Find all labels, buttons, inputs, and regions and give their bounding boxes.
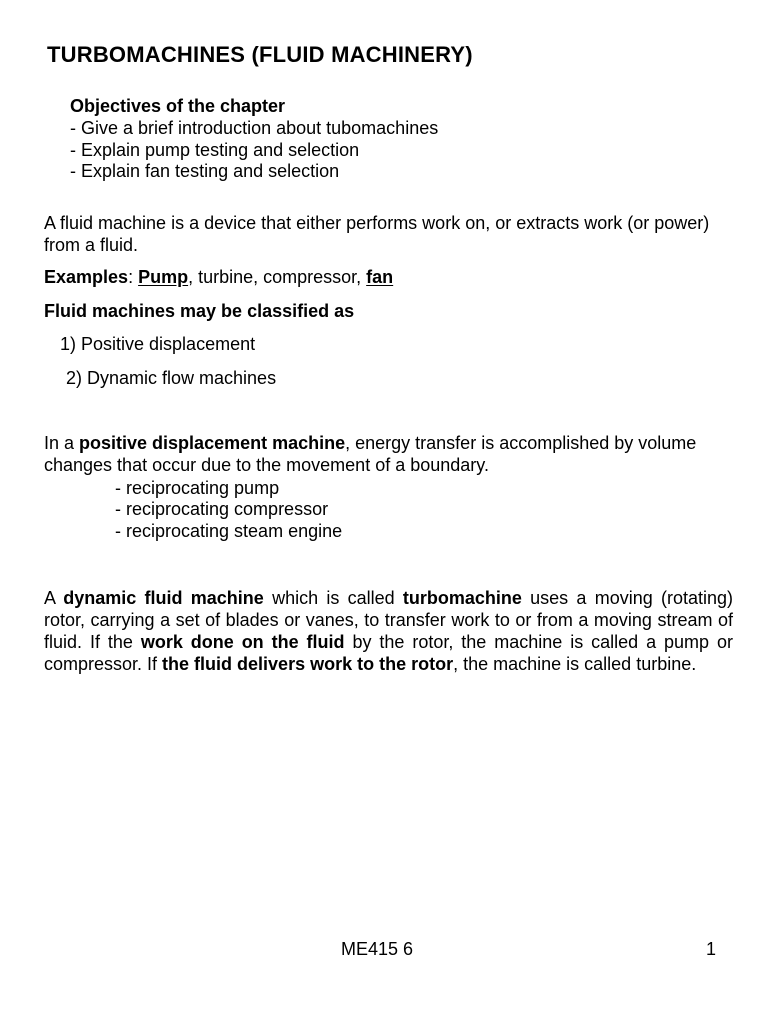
example-fan: fan [366, 267, 394, 287]
dyn-text-4: by the rotor, the machine is called a pump or compressor. If [44, 632, 733, 674]
pd-pre: In a [44, 433, 80, 453]
dyn-text-3: uses a moving (rotating) rotor, carrying a set of blades or vanes, to transfer work to or from a moving stream of fluid. If the [44, 588, 733, 652]
objectives-heading: Objectives of the chapter [70, 96, 286, 116]
classification-item: 2) Dynamic flow machines [66, 368, 277, 388]
dyn-text-5: , the machine is called turbine. [453, 654, 697, 674]
pd-example-item: - reciprocating pump [115, 478, 280, 498]
pd-post: , energy transfer is accomplished by volume changes that occur due to the movement of a boundary. [44, 433, 697, 475]
objective-item: - Give a brief introduction about tubomachines [70, 118, 439, 138]
pd-example-item: - reciprocating steam engine [115, 521, 343, 541]
dyn-term-turbomachine: turbomachine [402, 588, 522, 608]
examples-label: Examples [44, 267, 129, 287]
example-pump: Pump [138, 267, 189, 287]
dyn-term-work-done: work done on the fluid [140, 632, 345, 652]
examples-line [44, 266, 393, 288]
objective-item: - Explain pump testing and selection [70, 140, 360, 160]
footer-course-code: ME415 6 [341, 939, 414, 959]
pd-term: positive displacement machine [79, 433, 346, 453]
classification-item: 1) Positive displacement [60, 334, 256, 354]
classification-heading: Fluid machines may be classified as [44, 301, 355, 321]
pd-example-item: - reciprocating compressor [115, 499, 329, 519]
dynamic-machine-paragraph [44, 587, 733, 675]
positive-displacement-paragraph [44, 432, 734, 476]
page-number: 1 [706, 939, 717, 959]
dyn-text-2: which is called [263, 588, 403, 608]
examples-middle: , turbine, compressor, [188, 267, 367, 287]
examples-colon: : [128, 267, 139, 287]
objective-item: - Explain fan testing and selection [70, 161, 340, 181]
dyn-term-fluid-delivers: the fluid delivers work to the rotor [162, 654, 454, 674]
page-title: TURBOMACHINES (FLUID MACHINERY) [47, 42, 473, 67]
dyn-text-1: A [44, 588, 64, 608]
dyn-term-dynamic: dynamic fluid machine [63, 588, 264, 608]
intro-paragraph: A fluid machine is a device that either performs work on, or extracts work (or power) from a fluid. [44, 213, 710, 255]
